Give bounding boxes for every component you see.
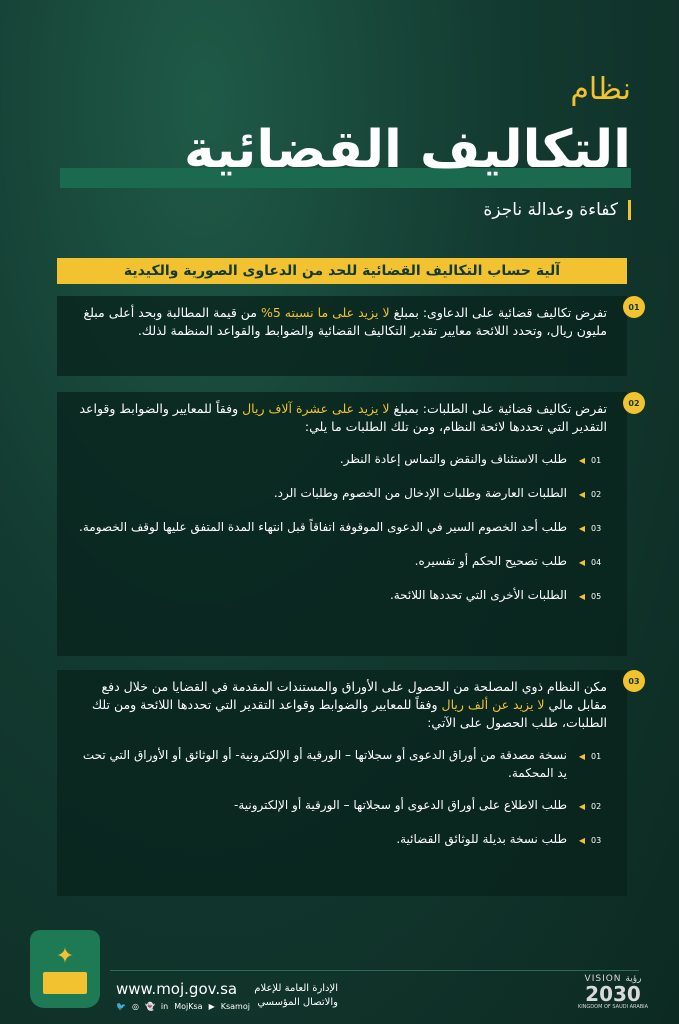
list-item: 02 ◀ طلب الاطلاع على أوراق الدعوى أو سجلاتها – الورقية أو الإلكترونية-	[73, 796, 607, 816]
triangle-icon: ◀	[578, 490, 585, 499]
card-paragraph: مكن النظام ذوي المصلحة من الحصول على الأوراق والمستندات المقدمة في القضايا من خلال دفع مقابل مالي لا يزيد عن ألف ريال وفقاً للمعايير والضوابط وقواعد التقدير التي تحددها اللائحة ومن تلك الطلبات، طلب الحصول على الآتي:	[91, 679, 607, 730]
list-item: 01 ◀ طلب الاستئناف والنقض والتماس إعادة النظر.	[73, 450, 607, 470]
card-03	[57, 670, 640, 896]
triangle-icon: ◀	[578, 802, 585, 811]
website-link[interactable]: www.moj.gov.sa	[116, 980, 238, 998]
list-item: 03 ◀ طلب نسخة بديلة للوثائق القضائية.	[73, 830, 607, 850]
card-paragraph: تفرض تكاليف قضائية على الطلبات: بمبلغ لا يزيد على عشرة آلاف ريال وفقاً للمعايير والضوابط وقواعد التقدير التي تحددها لائحة النظام، ومن تلك الطلبات ما يلي:	[79, 401, 607, 434]
footer-divider	[110, 970, 639, 971]
triangle-icon: ◀	[578, 456, 585, 465]
triangle-icon: ◀	[578, 752, 585, 761]
ministry-emblem-logo	[30, 930, 100, 1008]
highlight-text: لا يزيد عن ألف ريال	[441, 697, 545, 712]
header-nizam: نظام	[570, 72, 631, 107]
triangle-icon: ◀	[578, 558, 585, 567]
list-item: 03 ◀ طلب أحد الخصوم السير في الدعوى الموقوفة اتفاقاً قبل انتهاء المدة المتفق عليها لوقف الخصومة.	[73, 518, 607, 538]
triangle-icon: ◀	[578, 524, 585, 533]
palm-swords-icon: ✦	[55, 944, 75, 969]
card-items-list	[57, 436, 627, 606]
card-02	[57, 392, 640, 656]
highlight-text: لا يزيد على عشرة آلاف ريال	[242, 401, 390, 416]
list-item: 01 ◀ نسخة مصدقة من أوراق الدعوى أو سجلاتها – الورقية أو الإلكترونية- أو الوثائق أو الأوراق التي تحت يد المحكمة.	[82, 748, 602, 780]
card-paragraph: تفرض تكاليف قضائية على الدعاوى: بمبلغ لا يزيد على ما نسبته 5% من قيمة المطالبة وبحد أعلى مبلغ مليون ريال، وتحدد اللائحة معايير تقدير التكاليف القضائية والضوابط والقواعد المنظمة لذلك.	[83, 305, 607, 338]
linkedin-icon[interactable]: in	[160, 1002, 169, 1011]
list-item: 02 ◀ الطلبات العارضة وطلبات الإدخال من الخصوم وطلبات الرد.	[73, 484, 607, 504]
triangle-icon: ◀	[578, 592, 585, 601]
tagline: كفاءة وعدالة ناجزة	[483, 200, 631, 220]
snapchat-icon[interactable]: 👻	[144, 1002, 155, 1011]
section-title: آلية حساب التكاليف القضائية للحد من الدعاوى الصورية والكيدية	[57, 258, 627, 284]
vision-2030-logo: VISION رؤية 2030 KINGDOM OF SAUDI ARABIA	[577, 974, 649, 1010]
triangle-icon: ◀	[578, 836, 585, 845]
instagram-icon[interactable]: ◎	[131, 1002, 139, 1011]
card-items-list	[57, 732, 627, 850]
header	[40, 60, 631, 250]
social-handle-1[interactable]: MojKsa	[174, 1002, 203, 1011]
youtube-icon[interactable]: ▶	[208, 1002, 215, 1011]
social-links	[116, 1002, 250, 1011]
card-number-badge: 03	[623, 670, 645, 692]
twitter-icon[interactable]: 🐦	[116, 1002, 126, 1011]
list-item: 05 ◀ الطلبات الأخرى التي تحددها اللائحة.	[73, 586, 607, 606]
card-number-badge: 01	[623, 296, 645, 318]
page-title: التكاليف القضائية	[184, 120, 631, 180]
footer	[0, 940, 679, 1024]
department-name: الإدارة العامة للإعلام والاتصال المؤسسي	[254, 983, 338, 1008]
card-01	[57, 296, 640, 376]
book-icon	[43, 972, 87, 994]
list-item: 04 ◀ طلب تصحيح الحكم أو تفسيره.	[73, 552, 607, 572]
highlight-text: لا يزيد على ما نسبته 5%	[260, 305, 390, 320]
social-handle-2[interactable]: Ksamoj	[220, 1002, 250, 1011]
card-number-badge: 02	[623, 392, 645, 414]
